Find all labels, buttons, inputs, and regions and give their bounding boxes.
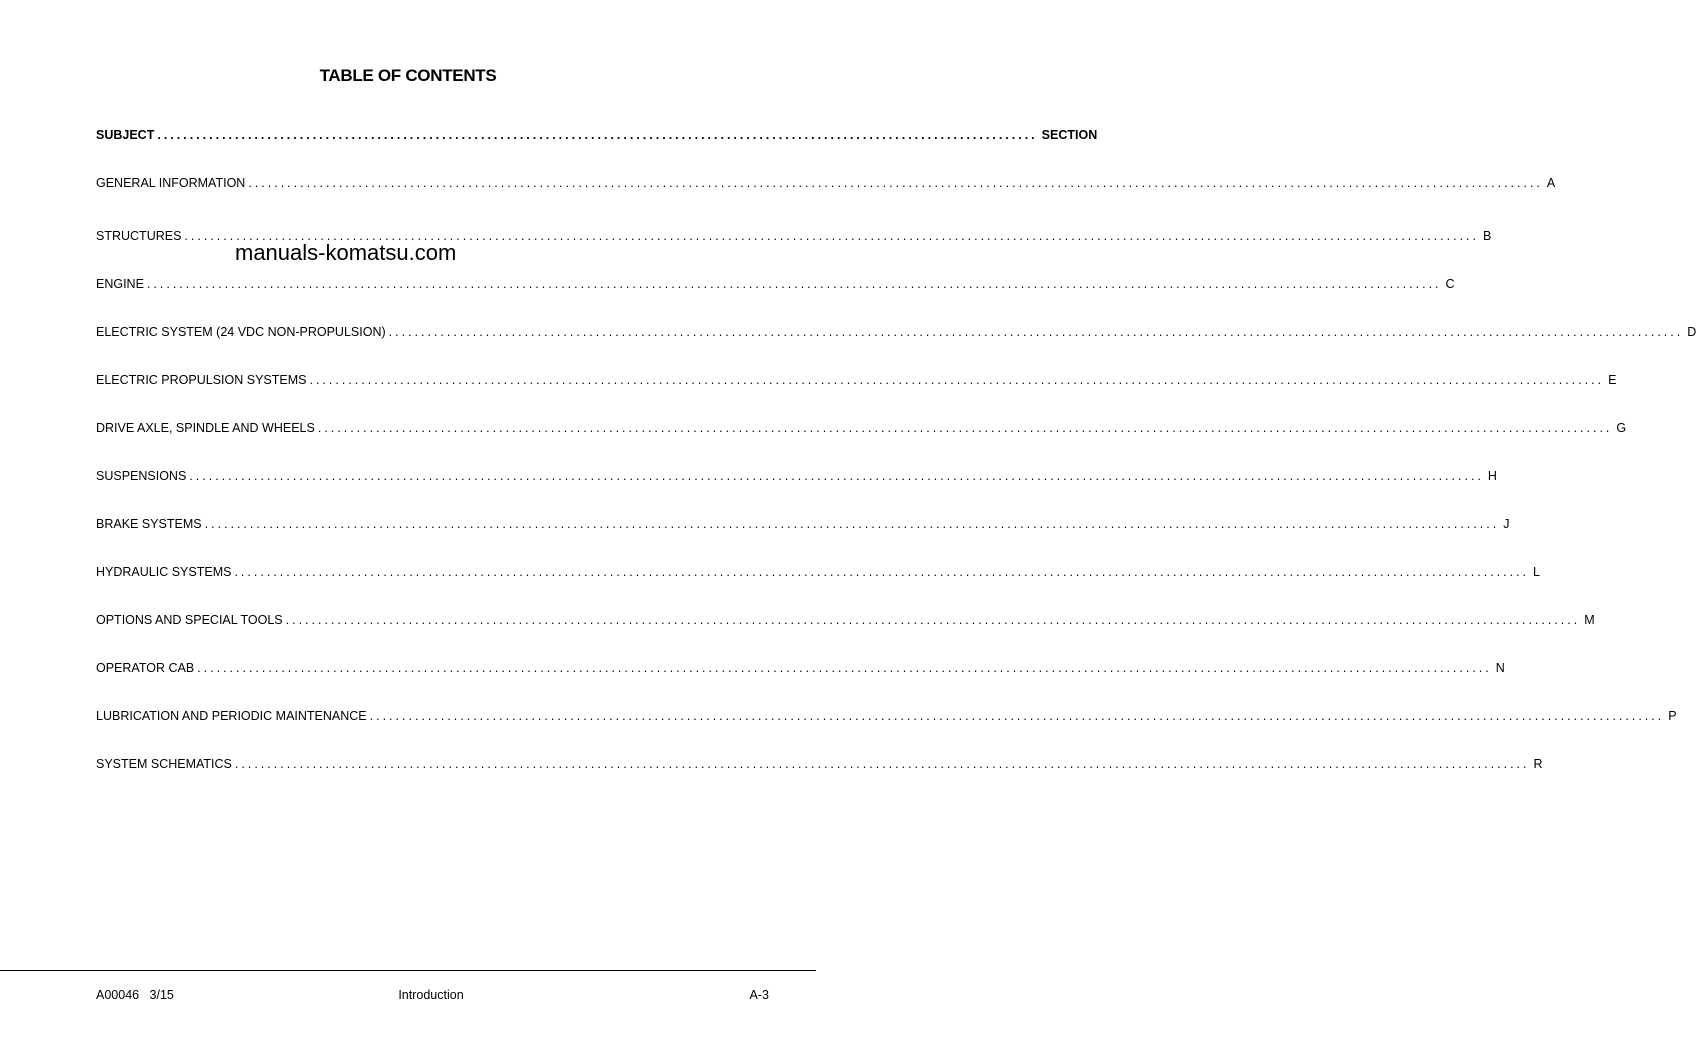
toc-entry-section: M bbox=[1584, 613, 1595, 627]
toc-entry[interactable] bbox=[96, 661, 1505, 679]
toc-entry-section: A bbox=[1546, 176, 1556, 190]
footer-chapter: Introduction bbox=[398, 988, 464, 1002]
dot-leader: ........................................................................................................................................................................................................ bbox=[234, 757, 1530, 771]
dot-leader: ........................................................................................................................................................................................................ bbox=[234, 565, 1530, 579]
dot-leader: ........................................................................................................................................................................................................ bbox=[388, 325, 1684, 339]
toc-entry-subject: OPTIONS AND SPECIAL TOOLS bbox=[96, 613, 283, 627]
toc-entry-section: J bbox=[1503, 517, 1510, 531]
toc-entry-section: P bbox=[1668, 709, 1677, 723]
toc-entry-subject: SYSTEM SCHEMATICS bbox=[96, 757, 232, 771]
page-title: TABLE OF CONTENTS bbox=[319, 66, 497, 85]
dot-leader: ........................................................................................................................................................................................................ bbox=[204, 517, 1500, 531]
toc-entry[interactable] bbox=[96, 613, 1595, 631]
toc-entry-subject: HYDRAULIC SYSTEMS bbox=[96, 565, 232, 579]
dot-leader: ........................................................................................................................................................................................................ bbox=[369, 709, 1665, 723]
toc-entry-section: D bbox=[1687, 325, 1696, 339]
toc-entry-subject: LUBRICATION AND PERIODIC MAINTENANCE bbox=[96, 709, 367, 723]
watermark: manuals-komatsu.com bbox=[235, 240, 457, 265]
dot-leader: ........................................................................................................................................................................................................ bbox=[189, 469, 1484, 483]
toc-entry-subject: ELECTRIC PROPULSION SYSTEMS bbox=[96, 373, 307, 387]
toc-entry-subject: OPERATOR CAB bbox=[96, 661, 195, 675]
toc-entry-section: B bbox=[1483, 229, 1492, 243]
dot-leader: ........................................................................................................................................................................................................ bbox=[184, 229, 1480, 243]
toc-entry-subject: ENGINE bbox=[96, 277, 144, 291]
toc-entry-subject: BRAKE SYSTEMS bbox=[96, 517, 202, 531]
footer-page-number: A-3 bbox=[749, 988, 769, 1002]
dot-leader: ........................................................................................................................................................................................................ bbox=[197, 661, 1492, 675]
toc-entry-section: L bbox=[1533, 565, 1540, 579]
toc-entry-section: R bbox=[1533, 757, 1543, 771]
toc-entry[interactable] bbox=[96, 325, 1696, 343]
toc-entry[interactable] bbox=[96, 517, 1510, 535]
toc-entry-subject: GENERAL INFORMATION bbox=[96, 176, 246, 190]
toc-entry[interactable] bbox=[96, 277, 1455, 295]
toc-entry[interactable] bbox=[96, 709, 1677, 727]
toc-entry-subject: DRIVE AXLE, SPINDLE AND WHEELS bbox=[96, 421, 315, 435]
toc-entry-section: H bbox=[1487, 469, 1497, 483]
toc-entry-subject: SUSPENSIONS bbox=[96, 469, 187, 483]
toc-entry-section: N bbox=[1495, 661, 1505, 675]
dot-leader: ........................................................................................................................................................................................................ bbox=[309, 373, 1605, 387]
toc-entry[interactable] bbox=[96, 421, 1627, 439]
toc-entry-subject: STRUCTURES bbox=[96, 229, 182, 243]
dot-leader: ........................................................................................................................................ bbox=[157, 128, 1038, 142]
footer-rule bbox=[0, 970, 816, 971]
dot-leader: ........................................................................................................................................................................................................ bbox=[317, 421, 1613, 435]
dot-leader: ........................................................................................................................................................................................................ bbox=[248, 176, 1543, 190]
subject-column-header: SUBJECT bbox=[96, 128, 155, 142]
toc-entry-subject: ELECTRIC SYSTEM (24 VDC NON-PROPULSION) bbox=[96, 325, 386, 339]
dot-leader: ........................................................................................................................................................................................................ bbox=[285, 613, 1581, 627]
section-column-header: SECTION bbox=[1041, 128, 1098, 142]
toc-entry[interactable] bbox=[96, 176, 1556, 194]
toc-entry[interactable] bbox=[96, 469, 1497, 487]
toc-entry-section: C bbox=[1445, 277, 1455, 291]
toc-entry[interactable] bbox=[96, 757, 1543, 775]
footer-doc-id: A00046 3/15 bbox=[96, 988, 174, 1002]
toc-header-row bbox=[96, 128, 1098, 146]
toc-entry-section: G bbox=[1616, 421, 1627, 435]
toc-entry[interactable] bbox=[96, 373, 1617, 391]
dot-leader: ........................................................................................................................................................................................................ bbox=[146, 277, 1442, 291]
toc-entry[interactable] bbox=[96, 565, 1540, 583]
toc-entry-section: E bbox=[1608, 373, 1617, 387]
